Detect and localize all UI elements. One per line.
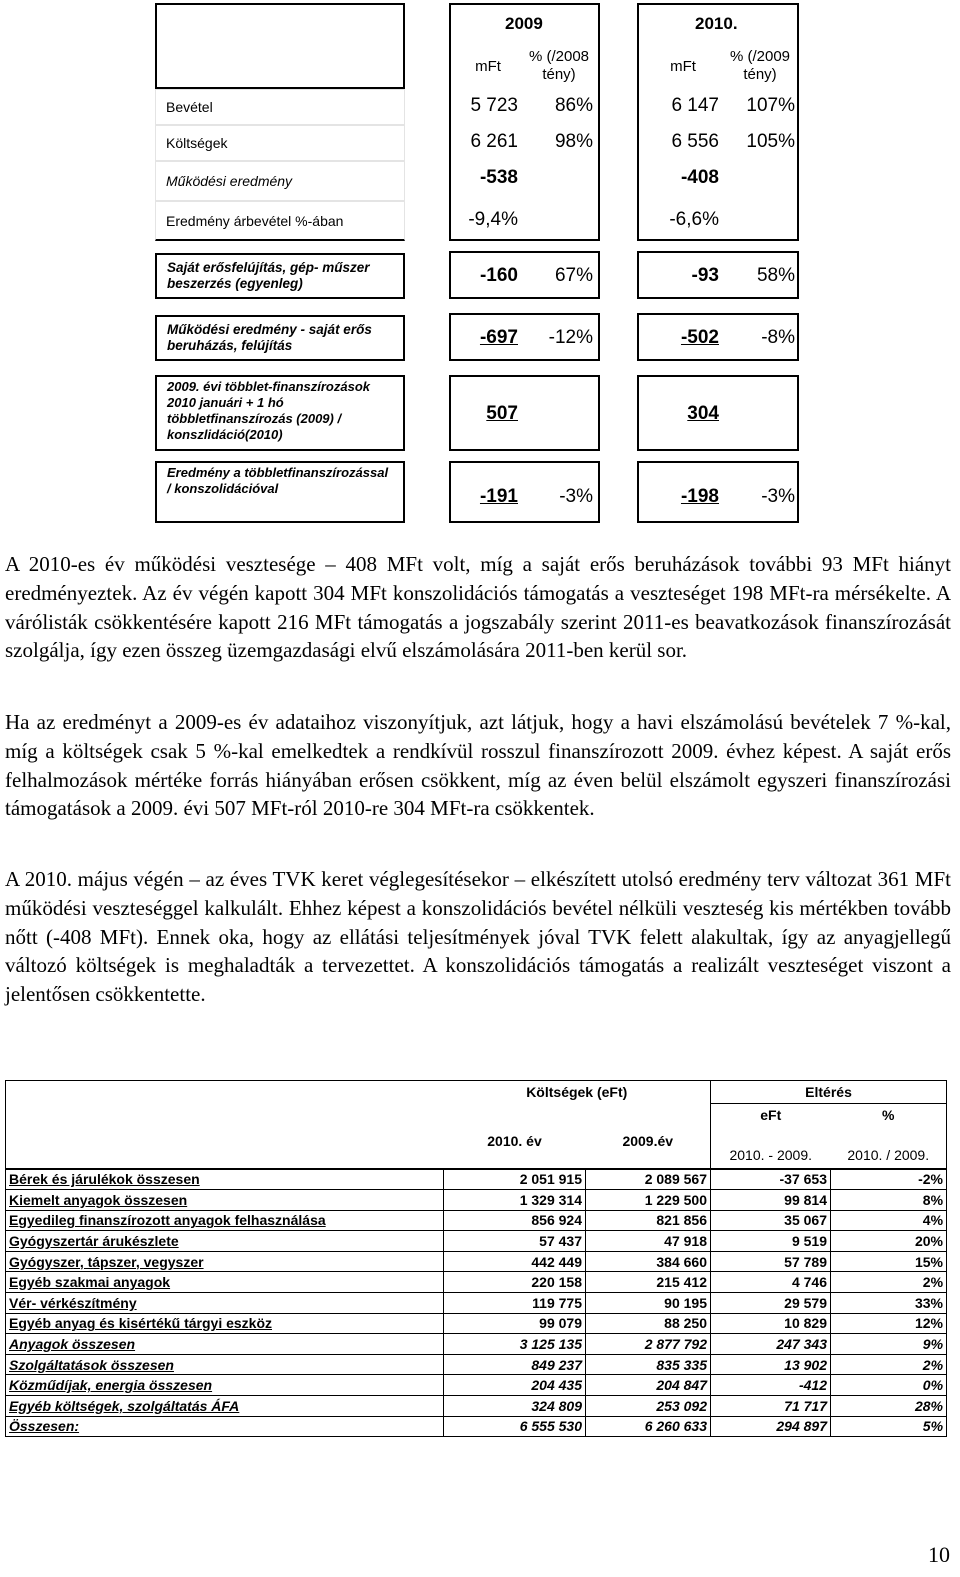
cost-cell-y2009: 47 918 (586, 1231, 711, 1252)
cost-table-row (6, 1396, 947, 1417)
cost-cell-y2009: 384 660 (586, 1251, 711, 1272)
cost-cell-pct: 9% (831, 1334, 947, 1355)
cost-cell-pct: 28% (831, 1396, 947, 1417)
cost-cell-name: Egyéb szakmai anyagok (6, 1272, 444, 1293)
cost-table (5, 1080, 947, 1437)
summary-col-pct-2009: % (/2009 tény) (729, 48, 791, 83)
cost-col-diff: 2010. - 2009. (711, 1126, 831, 1169)
cost-cell-name: Egyéb költségek, szolgáltatás ÁFA (6, 1396, 444, 1417)
summary-col-mft-2009: mFt (475, 58, 501, 75)
summary-cell: 105% (746, 131, 795, 152)
cost-cell-y2010: 3 125 135 (444, 1334, 586, 1355)
cost-cell-y2010: 220 158 (444, 1272, 586, 1293)
cost-cell-y2009: 90 195 (586, 1293, 711, 1314)
summary-cell: -697 (479, 327, 518, 348)
cost-cell-name: Anyagok összesen (6, 1334, 444, 1355)
cost-cell-y2009: 835 335 (586, 1354, 711, 1375)
cost-cell-pct: 8% (831, 1190, 947, 1211)
cost-cell-y2010: 856 924 (444, 1210, 586, 1231)
cost-table-body (6, 1169, 947, 1437)
summary-label-sajat-erosfelujitas: Saját erősfelújítás, gép- műszer beszerzés (egyenleg) (155, 253, 405, 299)
cost-cell-diff: 294 897 (711, 1416, 831, 1437)
cost-header-eft: eFt (711, 1103, 831, 1126)
cost-cell-name: Egyéb anyag és kisértékű tárgyi eszköz (6, 1313, 444, 1334)
cost-cell-y2010: 324 809 (444, 1396, 586, 1417)
cost-cell-diff: 4 746 (711, 1272, 831, 1293)
cost-cell-y2009: 6 260 633 (586, 1416, 711, 1437)
cost-cell-y2009: 88 250 (586, 1313, 711, 1334)
summary-cell: -502 (680, 327, 719, 348)
summary-label-eredmeny-konszolidacio: Eredmény a többletfinanszírozással / konszolidációval (155, 461, 405, 523)
cost-cell-y2010: 119 775 (444, 1293, 586, 1314)
summary-year-2009: 2009 (505, 14, 543, 33)
summary-cell: 86% (554, 95, 593, 116)
cost-cell-y2009: 253 092 (586, 1396, 711, 1417)
summary-cell: 507 (486, 403, 518, 424)
cost-cell-diff: 10 829 (711, 1313, 831, 1334)
summary-cell: 6 147 (671, 95, 719, 116)
cost-header-costs: Költségek (eFt) (444, 1081, 711, 1104)
summary-cell: -3% (761, 486, 795, 507)
cost-cell-name: Összesen: (6, 1416, 444, 1437)
summary-cell: -12% (548, 327, 593, 348)
cost-header-pct: % (831, 1103, 947, 1126)
cost-cell-name: Bérek és járulékok összesen (6, 1169, 444, 1190)
summary-year-2010: 2010. (695, 14, 738, 33)
cost-cell-pct: 15% (831, 1251, 947, 1272)
summary-cell: -3% (559, 486, 593, 507)
cost-cell-name: Közműdíjak, energia összesen (6, 1375, 444, 1396)
cost-cell-pct: 0% (831, 1375, 947, 1396)
cost-cell-name: Kiemelt anyagok összesen (6, 1190, 444, 1211)
cost-cell-y2010: 57 437 (444, 1231, 586, 1252)
cost-cell-y2009: 821 856 (586, 1210, 711, 1231)
cost-cell-name: Vér- vérkészítmény (6, 1293, 444, 1314)
cost-table-row (6, 1190, 947, 1211)
summary-cell: -8% (761, 327, 795, 348)
cost-cell-y2010: 442 449 (444, 1251, 586, 1272)
cost-table-row (6, 1354, 947, 1375)
summary-col-2009-row7 (449, 375, 600, 451)
summary-cell: 5 723 (470, 95, 518, 116)
summary-cell: 107% (746, 95, 795, 116)
summary-label-mukodesi-minus-beruhazas: Működési eredmény - saját erős beruházás, felújítás (155, 315, 405, 361)
cost-cell-diff: 13 902 (711, 1354, 831, 1375)
cost-cell-diff: 57 789 (711, 1251, 831, 1272)
paragraph-3: A 2010. május végén – az éves TVK keret véglegesítésekor – elkészített utolsó eredmény terv változat 361 MFt működési veszteséggel kalkulált. Ehhez képest a konszolidációs bevétel nélküli veszteség kis mértékben tovább nőtt (-408 MFt). Ennek oka, hogy az ellátási teljesítmények jóval TVK felett alakultak, így az anyagjellegű változó költségek is meghaladták a tervezettet. A konszolidációs támogatás a realizált veszteséget viszont a jelentősen csökkentette. (5, 867, 951, 1007)
cost-cell-pct: 2% (831, 1354, 947, 1375)
cost-col-ratio: 2010. / 2009. (831, 1126, 947, 1169)
summary-cell: 304 (687, 403, 719, 424)
cost-cell-name: Szolgáltatások összesen (6, 1354, 444, 1375)
cost-cell-y2010: 2 051 915 (444, 1169, 586, 1190)
summary-cell: 98% (554, 131, 593, 152)
cost-header-diff: Eltérés (711, 1081, 947, 1104)
cost-cell-diff: 71 717 (711, 1396, 831, 1417)
summary-cell: 67% (554, 265, 593, 286)
summary-col-2010-top (637, 3, 799, 241)
summary-cell: -198 (680, 486, 719, 507)
summary-col-pct-2008: % (/2008 tény) (528, 48, 590, 83)
cost-cell-pct: 2% (831, 1272, 947, 1293)
cost-cell-name: Gyógyszer, tápszer, vegyszer (6, 1251, 444, 1272)
summary-cell: -160 (479, 265, 518, 286)
cost-cell-y2009: 2 089 567 (586, 1169, 711, 1190)
summary-label-mukodesi-eredmeny: Működési eredmény (155, 161, 405, 201)
cost-cell-pct: 20% (831, 1231, 947, 1252)
cost-table-row (6, 1375, 947, 1396)
cost-table-row (6, 1169, 947, 1190)
summary-cell: 6 556 (671, 131, 719, 152)
summary-cell: 58% (756, 265, 795, 286)
cost-cell-name: Egyedileg finanszírozott anyagok felhasználása (6, 1210, 444, 1231)
summary-cell: 6 261 (470, 131, 518, 152)
cost-col-2010: 2010. év (444, 1126, 586, 1169)
cost-cell-y2010: 204 435 (444, 1375, 586, 1396)
cost-table-row (6, 1210, 947, 1231)
summary-cell: -93 (691, 265, 719, 286)
summary-cell: -191 (479, 486, 518, 507)
cost-cell-pct: -2% (831, 1169, 947, 1190)
summary-cell: -6,6% (669, 209, 719, 230)
page-number: 10 (928, 1542, 950, 1567)
summary-label-eredmeny-arbevetel: Eredmény árbevétel %-ában (155, 201, 405, 241)
cost-table-row (6, 1416, 947, 1437)
cost-cell-diff: -412 (711, 1375, 831, 1396)
summary-label-bevetel: Bevétel (155, 89, 405, 125)
cost-cell-diff: -37 653 (711, 1169, 831, 1190)
cost-table-row (6, 1251, 947, 1272)
paragraph-1: A 2010-es év működési vesztesége – 408 MFt volt, míg a saját erős beruházások további 93 MFt hiányt eredményeztek. Az év végén kapott 304 MFt konszolidációs támogatás a veszteséget 198 MFt-ra mérsékelte. A várólisták csökkentésére kapott 216 MFt támogatás a jogszabály szerint 2011-es beavatkozások finanszírozását szolgálja, így ezen összeg üzemgazdasági elvű elszámolására 2011-ben kerül sor. (5, 552, 951, 663)
cost-cell-pct: 5% (831, 1416, 947, 1437)
cost-cell-y2009: 1 229 500 (586, 1190, 711, 1211)
cost-cell-y2009: 215 412 (586, 1272, 711, 1293)
cost-table-row (6, 1313, 947, 1334)
summary-cell: -408 (680, 167, 719, 188)
cost-table-row (6, 1334, 947, 1355)
summary-label-koltsegek: Költségek (155, 125, 405, 161)
cost-cell-y2010: 849 237 (444, 1354, 586, 1375)
cost-cell-pct: 4% (831, 1210, 947, 1231)
summary-label-header-box (155, 3, 405, 89)
cost-table-row (6, 1293, 947, 1314)
cost-cell-pct: 33% (831, 1293, 947, 1314)
cost-cell-y2010: 6 555 530 (444, 1416, 586, 1437)
cost-cell-y2010: 99 079 (444, 1313, 586, 1334)
cost-col-2009: 2009.év (586, 1126, 711, 1169)
cost-table-row (6, 1231, 947, 1252)
summary-col-2009-top (449, 3, 600, 241)
cost-cell-diff: 247 343 (711, 1334, 831, 1355)
cost-cell-y2009: 204 847 (586, 1375, 711, 1396)
summary-label-tobbletfinanszirozas: 2009. évi többlet-finanszírozások 2010 januári + 1 hó többletfinanszírozás (2009) / konszlidáció(2010) (155, 375, 405, 451)
summary-col-mft-2010: mFt (670, 58, 696, 75)
cost-cell-diff: 29 579 (711, 1293, 831, 1314)
cost-cell-diff: 35 067 (711, 1210, 831, 1231)
cost-cell-pct: 12% (831, 1313, 947, 1334)
summary-cell: -538 (479, 167, 518, 188)
paragraph-2: Ha az eredményt a 2009-es év adataihoz viszonyítjuk, azt látjuk, hogy a havi elszámolású bevételek 7 %-kal, míg a költségek csak 5 %-kal emelkedtek a rendkívül rosszul finanszírozott 2009. évhez képest. A saját erős felhalmozások mértéke forrás hiányában erősen csökkent, míg az éven belül elszámolt egyszeri finanszírozási támogatások a 2009. évi 507 MFt-ról 2010-re 304 MFt-ra csökkentek. (5, 710, 951, 821)
cost-cell-y2010: 1 329 314 (444, 1190, 586, 1211)
cost-table-row (6, 1272, 947, 1293)
cost-cell-y2009: 2 877 792 (586, 1334, 711, 1355)
cost-cell-diff: 99 814 (711, 1190, 831, 1211)
cost-cell-diff: 9 519 (711, 1231, 831, 1252)
cost-cell-name: Gyógyszertár árukészlete (6, 1231, 444, 1252)
summary-cell: -9,4% (468, 209, 518, 230)
